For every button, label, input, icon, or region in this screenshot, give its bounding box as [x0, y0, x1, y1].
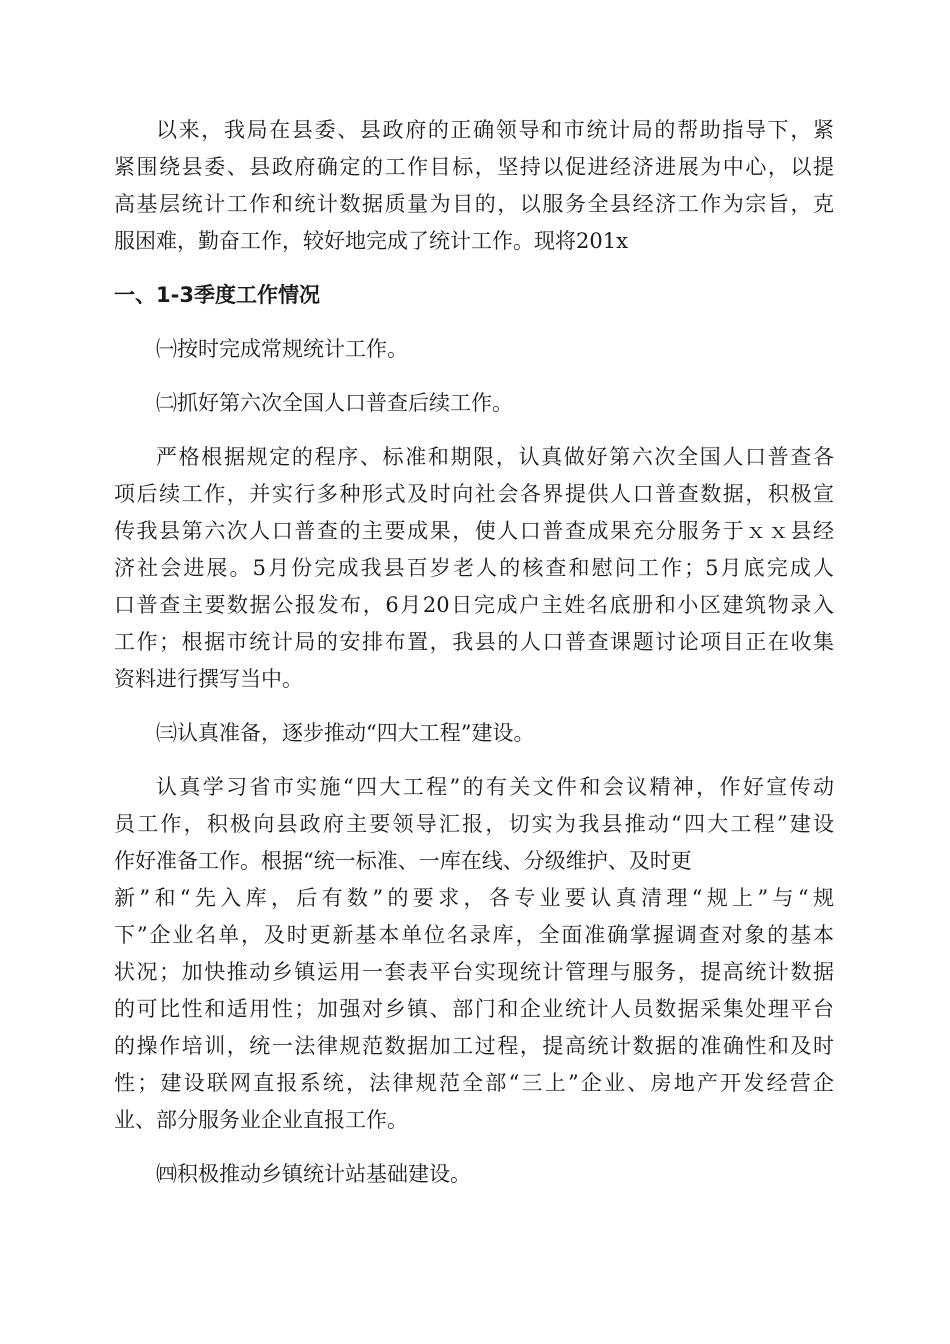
projects-line-9: 性；建设联网直报系统，法律规范全部“三上”企业、房地产开发经营企 [114, 1071, 834, 1095]
census-line-1: 严格根据规定的程序、标准和期限，认真做好第六次全国人口普查各 [156, 445, 834, 469]
projects-line-8: 的操作培训，统一法律规范数据加工过程，提高统计数据的准确性和及时 [114, 1034, 834, 1058]
census-line-4: 济社会进展。5月份完成我县百岁老人的核查和慰问工作；5月底完成人 [114, 556, 834, 580]
projects-line-5: 下”企业名单，及时更新基本单位名录库，全面准确掌握调查对象的基本 [114, 923, 834, 947]
projects-line-4: 新”和“先入库，后有数”的要求，各专业要认真清理“规上”与“规 [114, 886, 834, 910]
projects-line-3: 作好准备工作。根据“统一标准、一库在线、分级维护、及时更 [114, 849, 692, 873]
census-line-2: 项后续工作，并实行多种形式及时向社会各界提供人口普查数据，积极宣 [114, 482, 834, 506]
item-4-heading: ㈣积极推动乡镇统计站基础建设。 [156, 1162, 471, 1186]
census-line-5: 口普查主要数据公报发布，6月20日完成户主姓名底册和小区建筑物录入 [114, 593, 834, 617]
census-paragraph [114, 439, 834, 698]
intro-line-3: 高基层统计工作和统计数据质量为目的，以服务全县经济工作为宗旨，克 [114, 192, 834, 216]
census-line-3: 传我县第六次人口普查的主要成果，使人口普查成果充分服务于ｘｘ县经 [114, 519, 834, 543]
projects-line-1: 认真学习省市实施“四大工程”的有关文件和会议精神，作好宣传动 [156, 775, 834, 799]
projects-line-10: 业、部分服务业企业直报工作。 [114, 1108, 408, 1132]
intro-line-4: 服困难，勤奋工作，较好地完成了统计工作。现将201x [114, 229, 628, 253]
census-line-6: 工作；根据市统计局的安排布置，我县的人口普查课题讨论项目正在收集 [114, 630, 834, 654]
census-line-7: 资料进行撰写当中。 [114, 667, 303, 691]
document-page [114, 112, 834, 1193]
intro-line-2: 紧围绕县委、县政府确定的工作目标，坚持以促进经济进展为中心，以提 [114, 155, 834, 179]
section-heading: 一、1-3季度工作情况 [114, 283, 320, 307]
projects-line-2: 员工作，积极向县政府主要领导汇报，切实为我县推动“四大工程”建设 [114, 812, 834, 836]
intro-line-1: 以来，我局在县委、县政府的正确领导和市统计局的帮助指导下，紧 [156, 118, 834, 142]
intro-paragraph [114, 112, 834, 260]
item-3-heading: ㈢认真准备，逐步推动“四大工程”建设。 [156, 721, 535, 745]
item-2-heading: ㈡抓好第六次全国人口普查后续工作。 [156, 391, 513, 415]
item-1-heading: ㈠按时完成常规统计工作。 [156, 337, 408, 361]
four-projects-paragraph [114, 769, 834, 1139]
projects-line-7: 的可比性和适用性；加强对乡镇、部门和企业统计人员数据采集处理平台 [114, 997, 834, 1021]
projects-line-6: 状况；加快推动乡镇运用一套表平台实现统计管理与服务，提高统计数据 [114, 960, 834, 984]
